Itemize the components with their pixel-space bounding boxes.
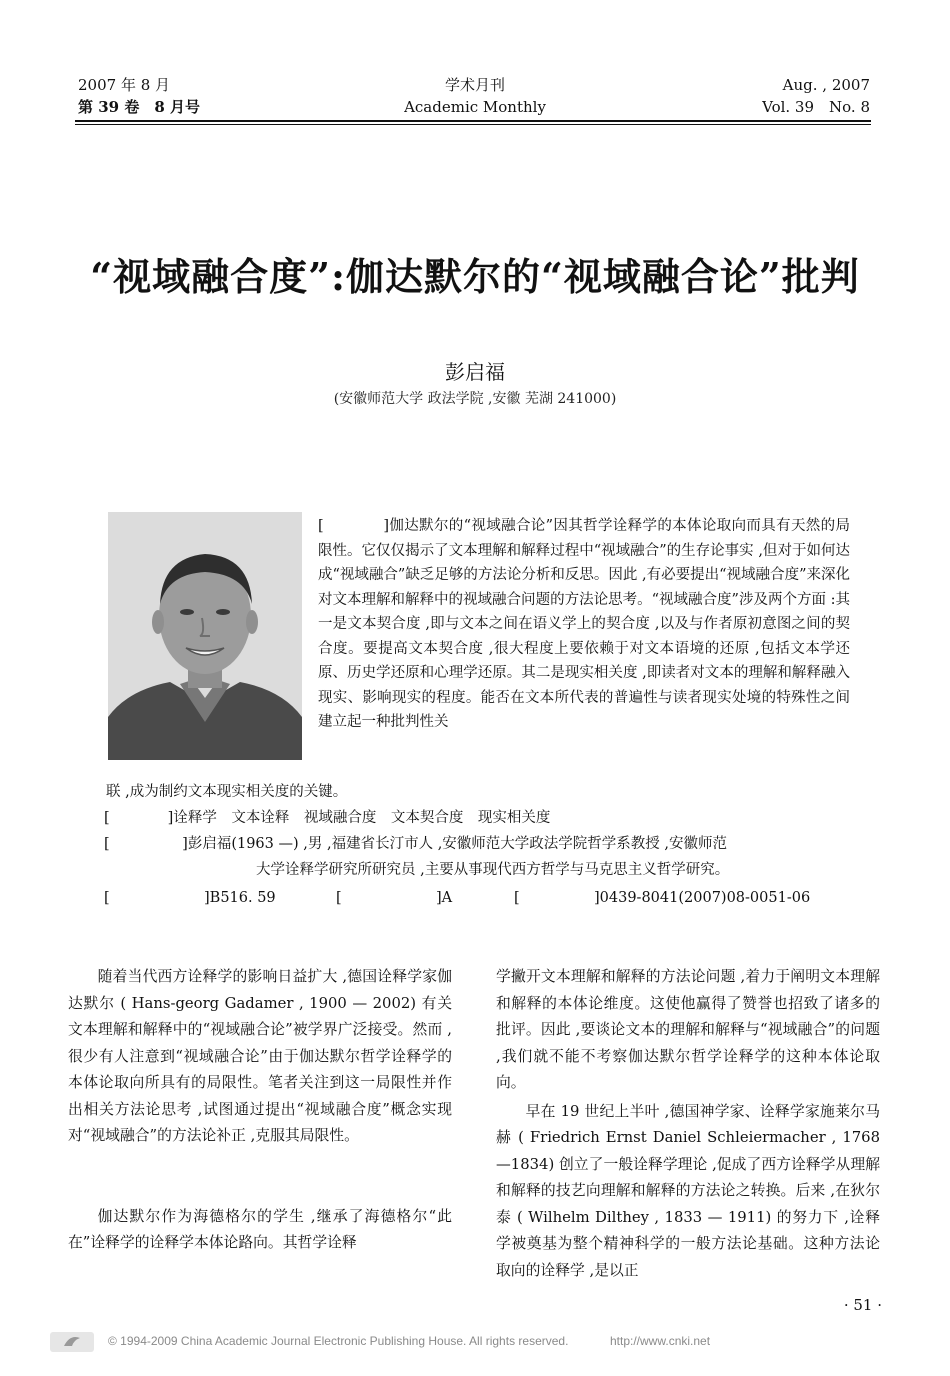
article-author: 彭启福 xyxy=(445,360,505,384)
header-date-en: Aug. , 2007 xyxy=(782,76,870,94)
keywords-label: [ ] xyxy=(104,810,174,826)
abstract-label: [ ] xyxy=(318,518,390,534)
abstract-tail: 联 ,成为制约文本现实相关度的关键。 xyxy=(106,784,348,800)
header-rule-thin xyxy=(75,124,871,125)
abstract-body: 伽达默尔的“视域融合论”因其哲学诠释学的本体论取向而具有天然的局限性。它仅仅揭示了文本理解和解释过程中“视域融合”的生存论事实 ,但对于如何达成“视域融合”缺乏足够的方法论分析和反思。因此 ,有必要提出“视域融合度”来深化对文本理解和解释中的视域融合问题的方法论思考。“视域融合度”涉及两个方面 :其一是文本契合度 ,即与文本之间在语义学上的契合度 ,以及与作者原初意图之间的契合度。要提高文本契合度 ,很大程度上要依赖于对文本语境的还原 ,包括文本学还原、历史学还原和心理学还原。其二是现实相关度 ,即读者对文本的理解和解释融入现实、影响现实的程度。能否在文本所代表的普遍性与读者现实处境的特殊性之间建立起一种批判性关 xyxy=(318,518,850,730)
author-bio-1: 彭启福(1963 —) ,男 ,福建省长汀市人 ,安徽师范大学政法学院哲学系教授 ,安徽师范 xyxy=(187,836,728,852)
page-number: · 51 · xyxy=(843,1296,882,1314)
header-date-cn: 2007 年 8 月 xyxy=(78,76,171,94)
header-volume-cn: 第 39 卷 8 月号 xyxy=(78,98,200,116)
author-photo xyxy=(108,512,302,760)
author-affiliation: (安徽师范大学 政法学院 ,安徽 芜湖 241000) xyxy=(333,391,617,407)
journal-name-en: Academic Monthly xyxy=(404,98,546,116)
paragraph: 早在 19 世纪上半叶 ,德国神学家、诠释学家施莱尔马赫 ( Friedrich Ernst Daniel Schleiermacher , 1768 —1834) 创立了一般诠释学理论 ,促成了西方诠释学从理解和解释的技艺向理解和解释的方法论之转换。后来 ,在狄尔泰 ( Wilhelm Dilthey , 1833 — 1911) 的努力下 ,诠释学被奠基为整个精神科学的一般方法论基础。这种方法论取向的诠释学 ,是以正 xyxy=(496,1102,880,1279)
footer xyxy=(50,1328,900,1360)
paragraph: 随着当代西方诠释学的影响日益扩大 ,德国诠释学家伽达默尔 ( Hans-georg Gadamer , 1900 — 2002) 有关文本理解和解释中的“视域融合论”被学界广泛接受。然而 ,很少有人注意到“视域融合论”由于伽达默尔哲学诠释学的本体论取向所具有的局限性。笔者关注到这一局限性并作出相关方法论思考 ,试图通过提出“视域融合度”概念实现对“视域融合”的方法论补正 ,克服其局限性。 xyxy=(68,968,452,1144)
doc-code: ]A xyxy=(436,890,453,906)
copyright-text: © 1994-2009 China Academic Journal Electronic Publishing House. All rights reserved. xyxy=(108,1334,569,1348)
footer-url[interactable]: http://www.cnki.net xyxy=(610,1334,711,1348)
cnki-logo-icon xyxy=(50,1328,94,1356)
body-right-column xyxy=(496,964,880,1284)
journal-name-cn: 学术月刊 xyxy=(444,76,505,94)
article-id: ]0439-8041(2007)08-0051-06 xyxy=(594,890,811,906)
keywords: 诠释学 文本诠释 视域融合度 文本契合度 现实相关度 xyxy=(173,810,551,826)
keywords-line xyxy=(104,806,550,830)
header-volume-en: Vol. 39 No. 8 xyxy=(762,98,870,116)
abstract xyxy=(318,514,850,735)
header-rule-thick xyxy=(75,120,871,122)
doc-code-label: [ xyxy=(336,890,342,906)
body-left-column xyxy=(68,964,452,1257)
article-title: “视域融合度”:伽达默尔的“视域融合论”批判 xyxy=(90,254,860,299)
clc-number: ]B516. 59 xyxy=(204,890,276,906)
header-right xyxy=(762,74,870,118)
author-bio-line xyxy=(104,832,727,856)
paragraph: 伽达默尔作为海德格尔的学生 ,继承了海德格尔“此在”诠释学的诠释学本体论路向。其哲学诠释 xyxy=(68,1207,452,1251)
author-bio-2: 大学诠释学研究所研究员 ,主要从事现代西方哲学与马克思主义哲学研究。 xyxy=(256,862,730,878)
clc-label: [ xyxy=(104,890,110,906)
paragraph: 学撇开文本理解和解释的方法论问题 ,着力于阐明文本理解和解释的本体论维度。这使他赢得了赞誉也招致了诸多的批评。因此 ,要谈论文本的理解和解释与“视域融合”的问题 ,我们就不能不考察伽达默尔哲学诠释学的这种本体论取向。 xyxy=(496,968,880,1091)
author-bio-label: [ ] xyxy=(104,836,188,852)
article-id-label: [ xyxy=(514,890,520,906)
